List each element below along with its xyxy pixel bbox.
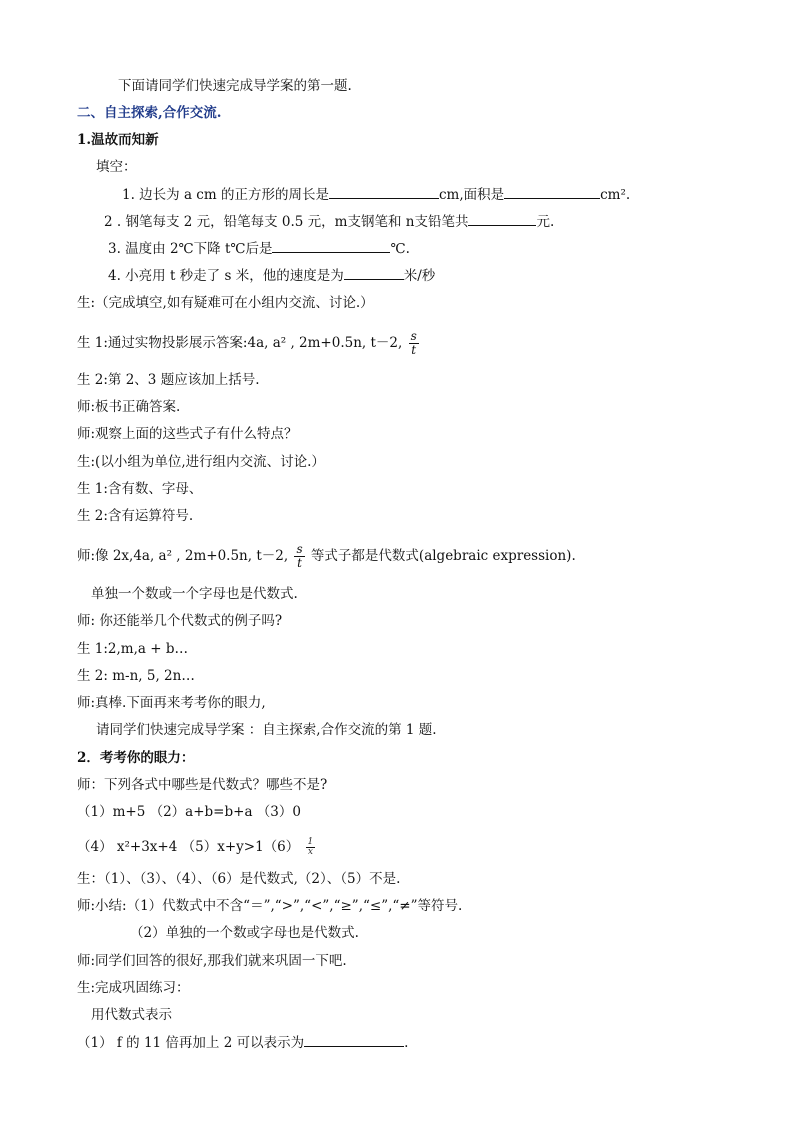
teacher-summary-2: （2）单独的一个数或字母也是代数式. (130, 925, 359, 941)
exercise-1-end: . (404, 1035, 409, 1051)
student2-examples: 生 2: m-n, 5, 2n… (77, 668, 195, 684)
q2-text-b: 元. (536, 214, 555, 230)
teacher-like-text-a: 师:像 2x,4a, a² , 2m+0.5n, t－2, (77, 548, 289, 564)
one-over-x-fraction: $\frac{1}{x}$ (307, 837, 314, 857)
fill-label: 填空： (96, 159, 137, 175)
student-practice: 生:完成巩固练习： (77, 980, 190, 996)
teacher-great: 师:真棒.下面再来考考你的眼力, (77, 695, 266, 711)
student1-answers (77, 326, 421, 360)
please-complete: 请同学们快速完成导学案 ：自主探索,合作交流的第 1 题. (96, 722, 437, 738)
q3-text-a: 3. 温度由 2℃下降 t℃后是 (108, 241, 273, 257)
q1-text-b: cm,面积是 (438, 187, 505, 203)
question-1 (122, 185, 630, 204)
section-heading: 二、自主探索,合作交流. (77, 105, 222, 121)
exercise-1-blank[interactable] (304, 1033, 404, 1047)
exercise-1 (77, 1033, 408, 1052)
question-3 (108, 239, 410, 258)
use-expression: 用代数式表示 (91, 1007, 172, 1023)
teacher-which: 师：下列各式中哪些是代数式？哪些不是? (77, 777, 328, 793)
items-line-2-text: （4） x²+3x+4 （5）x+y>1（6） (77, 839, 300, 855)
q1-text-c: cm². (600, 187, 631, 203)
student-intro: 生:（完成填空,如有疑难可在小组内交流、讨论.） (77, 295, 374, 311)
q3-text-b: ℃. (390, 241, 410, 257)
q2-text-a: 2 . 钢笔每支 2 元，铅笔每支 0.5 元，m支钢笔和 n支铅笔共 (104, 214, 469, 230)
student2-brackets: 生 2:第 2、3 题应该加上括号. (77, 372, 260, 388)
teacher-good: 师:同学们回答的很好,那我们就来巩固一下吧. (77, 953, 347, 969)
question-2 (104, 212, 554, 231)
items-line-2 (77, 830, 317, 864)
student2-contains: 生 2:含有运算符号. (77, 508, 194, 524)
subheading-test: 2．考考你的眼力： (77, 750, 195, 766)
student-group: 生:(以小组为单位,进行组内交流、讨论.） (77, 454, 325, 470)
s-over-t-fraction: $\frac{s}{t}$ (410, 329, 417, 357)
q4-text-b: 米/秒 (403, 268, 436, 284)
question-4 (108, 266, 435, 285)
q4-text-a: 4. 小亮用 t 秒走了 s 米，他的速度是为 (108, 268, 344, 284)
q3-blank[interactable] (272, 239, 390, 253)
q1-blank-1[interactable] (329, 185, 439, 199)
q1-blank-2[interactable] (504, 185, 600, 199)
student-answer: 生：（1）、（3）、（4）、（6）是代数式,（2）、（5）不是. (77, 871, 401, 887)
items-line-1: （1）m+5 （2）a+b=b+a （3）0 (77, 804, 301, 820)
q2-blank[interactable] (468, 212, 536, 226)
intro-text: 下面请同学们快速完成导学案的第一题. (118, 78, 352, 94)
teacher-like (77, 539, 576, 573)
teacher-like-text-b: 等式子都是代数式(algebraic expression). (310, 548, 576, 564)
teacher-summary-1: 师:小结:（1）代数式中不含“＝”,“>”,“<”,“≥”,“≤”,“≠”等符号. (77, 898, 463, 914)
student1-contains: 生 1:含有数、字母、 (77, 481, 203, 497)
q1-text-a: 1. 边长为 a cm 的正方形的周长是 (122, 187, 329, 203)
teacher-board: 师:板书正确答案. (77, 399, 181, 415)
teacher-examples: 师: 你还能举几个代数式的例子吗? (77, 613, 283, 629)
teacher-observe: 师:观察上面的这些式子有什么特点？ (77, 426, 298, 442)
student1-examples: 生 1:2,m,a + b… (77, 641, 188, 657)
student1-answers-text: 生 1:通过实物投影展示答案:4a, a² , 2m+0.5n, t－2, (77, 335, 403, 351)
single-expression: 单独一个数或一个字母也是代数式. (91, 586, 298, 602)
q4-blank[interactable] (344, 266, 404, 280)
exercise-1-text: （1） f 的 11 倍再加上 2 可以表示为 (77, 1035, 305, 1051)
s-over-t-fraction-2: $\frac{s}{t}$ (296, 542, 303, 570)
subheading-review: 1.温故而知新 (77, 132, 159, 148)
